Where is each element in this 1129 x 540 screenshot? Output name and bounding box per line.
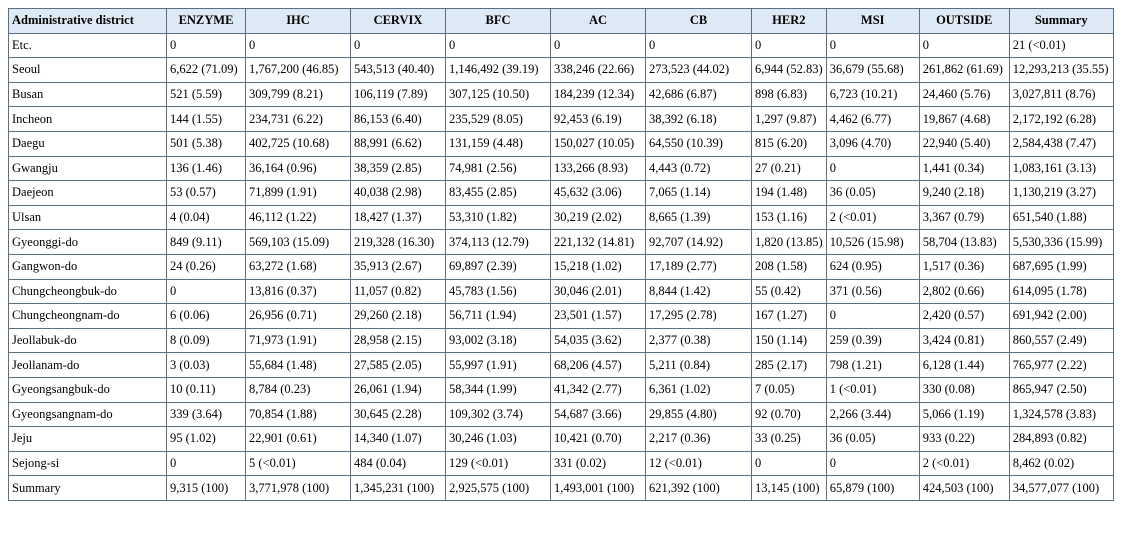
cb-cell: 8,665 (1.39): [646, 205, 752, 230]
her2-cell: 815 (6.20): [752, 131, 827, 156]
ihc-cell: 55,684 (1.48): [246, 353, 351, 378]
msi-cell: 2,266 (3.44): [826, 402, 919, 427]
ac-cell: 30,219 (2.02): [551, 205, 646, 230]
msi-cell: 36 (0.05): [826, 181, 919, 206]
cervix-cell: 219,328 (16.30): [351, 230, 446, 255]
table-row: [9, 156, 1114, 181]
district-cell: Chungcheongbuk-do: [9, 279, 167, 304]
her2-cell: 7 (0.05): [752, 377, 827, 402]
ac-cell: 30,046 (2.01): [551, 279, 646, 304]
district-cell: Jeollanam-do: [9, 353, 167, 378]
summary-cell: 765,977 (2.22): [1009, 353, 1113, 378]
table-row: [9, 205, 1114, 230]
table-row: [9, 402, 1114, 427]
header-msi: MSI: [826, 9, 919, 34]
cervix-cell: 18,427 (1.37): [351, 205, 446, 230]
bfc-cell: 131,159 (4.48): [446, 131, 551, 156]
ac-cell: 92,453 (6.19): [551, 107, 646, 132]
header-row: [9, 9, 1114, 34]
enzyme-cell: 0: [167, 33, 246, 58]
header-administrative-district: Administrative district: [9, 9, 167, 34]
ac-cell: 0: [551, 33, 646, 58]
msi-cell: 36,679 (55.68): [826, 58, 919, 83]
table-row: [9, 33, 1114, 58]
msi-cell: 2 (<0.01): [826, 205, 919, 230]
ihc-cell: 36,164 (0.96): [246, 156, 351, 181]
district-cell: Etc.: [9, 33, 167, 58]
cervix-cell: 1,345,231 (100): [351, 476, 446, 501]
enzyme-cell: 6 (0.06): [167, 304, 246, 329]
header-summary: Summary: [1009, 9, 1113, 34]
ihc-cell: 1,767,200 (46.85): [246, 58, 351, 83]
cervix-cell: 106,119 (7.89): [351, 82, 446, 107]
enzyme-cell: 3 (0.03): [167, 353, 246, 378]
enzyme-cell: 849 (9.11): [167, 230, 246, 255]
ihc-cell: 3,771,978 (100): [246, 476, 351, 501]
ihc-cell: 402,725 (10.68): [246, 131, 351, 156]
ihc-cell: 71,973 (1.91): [246, 328, 351, 353]
ihc-cell: 569,103 (15.09): [246, 230, 351, 255]
enzyme-cell: 339 (3.64): [167, 402, 246, 427]
cervix-cell: 88,991 (6.62): [351, 131, 446, 156]
ihc-cell: 70,854 (1.88): [246, 402, 351, 427]
table-row: [9, 304, 1114, 329]
enzyme-cell: 53 (0.57): [167, 181, 246, 206]
district-cell: Jeollabuk-do: [9, 328, 167, 353]
msi-cell: 6,723 (10.21): [826, 82, 919, 107]
district-cell: Ulsan: [9, 205, 167, 230]
outside-cell: 3,424 (0.81): [919, 328, 1009, 353]
summary-cell: 5,530,336 (15.99): [1009, 230, 1113, 255]
summary-cell: 865,947 (2.50): [1009, 377, 1113, 402]
district-cell: Seoul: [9, 58, 167, 83]
msi-cell: 0: [826, 156, 919, 181]
cervix-cell: 40,038 (2.98): [351, 181, 446, 206]
table-row: [9, 451, 1114, 476]
ihc-cell: 234,731 (6.22): [246, 107, 351, 132]
msi-cell: 36 (0.05): [826, 427, 919, 452]
ihc-cell: 8,784 (0.23): [246, 377, 351, 402]
outside-cell: 58,704 (13.83): [919, 230, 1009, 255]
her2-cell: 285 (2.17): [752, 353, 827, 378]
ac-cell: 15,218 (1.02): [551, 254, 646, 279]
bfc-cell: 129 (<0.01): [446, 451, 551, 476]
her2-cell: 33 (0.25): [752, 427, 827, 452]
bfc-cell: 2,925,575 (100): [446, 476, 551, 501]
table-row: [9, 181, 1114, 206]
header-ihc: IHC: [246, 9, 351, 34]
table-row: [9, 427, 1114, 452]
bfc-cell: 307,125 (10.50): [446, 82, 551, 107]
outside-cell: 933 (0.22): [919, 427, 1009, 452]
ihc-cell: 0: [246, 33, 351, 58]
bfc-cell: 53,310 (1.82): [446, 205, 551, 230]
her2-cell: 1,297 (9.87): [752, 107, 827, 132]
header-cervix: CERVIX: [351, 9, 446, 34]
table-row: [9, 377, 1114, 402]
ac-cell: 1,493,001 (100): [551, 476, 646, 501]
cervix-cell: 11,057 (0.82): [351, 279, 446, 304]
her2-cell: 13,145 (100): [752, 476, 827, 501]
ac-cell: 41,342 (2.77): [551, 377, 646, 402]
table-body: [9, 33, 1114, 500]
msi-cell: 798 (1.21): [826, 353, 919, 378]
outside-cell: 1,517 (0.36): [919, 254, 1009, 279]
bfc-cell: 74,981 (2.56): [446, 156, 551, 181]
cervix-cell: 26,061 (1.94): [351, 377, 446, 402]
district-cell: Incheon: [9, 107, 167, 132]
summary-cell: 2,172,192 (6.28): [1009, 107, 1113, 132]
her2-cell: 208 (1.58): [752, 254, 827, 279]
summary-cell: 651,540 (1.88): [1009, 205, 1113, 230]
ac-cell: 10,421 (0.70): [551, 427, 646, 452]
summary-cell: 12,293,213 (35.55): [1009, 58, 1113, 83]
district-cell: Gangwon-do: [9, 254, 167, 279]
ac-cell: 184,239 (12.34): [551, 82, 646, 107]
cb-cell: 4,443 (0.72): [646, 156, 752, 181]
cervix-cell: 35,913 (2.67): [351, 254, 446, 279]
outside-cell: 261,862 (61.69): [919, 58, 1009, 83]
bfc-cell: 30,246 (1.03): [446, 427, 551, 452]
summary-cell: 34,577,077 (100): [1009, 476, 1113, 501]
msi-cell: 65,879 (100): [826, 476, 919, 501]
district-data-table: [8, 8, 1114, 501]
header-bfc: BFC: [446, 9, 551, 34]
outside-cell: 6,128 (1.44): [919, 353, 1009, 378]
district-cell: Summary: [9, 476, 167, 501]
outside-cell: 424,503 (100): [919, 476, 1009, 501]
ac-cell: 54,687 (3.66): [551, 402, 646, 427]
ihc-cell: 26,956 (0.71): [246, 304, 351, 329]
enzyme-cell: 144 (1.55): [167, 107, 246, 132]
cervix-cell: 484 (0.04): [351, 451, 446, 476]
ac-cell: 331 (0.02): [551, 451, 646, 476]
msi-cell: 3,096 (4.70): [826, 131, 919, 156]
bfc-cell: 55,997 (1.91): [446, 353, 551, 378]
table-row: [9, 131, 1114, 156]
enzyme-cell: 4 (0.04): [167, 205, 246, 230]
cb-cell: 29,855 (4.80): [646, 402, 752, 427]
outside-cell: 330 (0.08): [919, 377, 1009, 402]
cb-cell: 6,361 (1.02): [646, 377, 752, 402]
table-row: [9, 476, 1114, 501]
outside-cell: 2 (<0.01): [919, 451, 1009, 476]
enzyme-cell: 8 (0.09): [167, 328, 246, 353]
enzyme-cell: 501 (5.38): [167, 131, 246, 156]
outside-cell: 0: [919, 33, 1009, 58]
enzyme-cell: 10 (0.11): [167, 377, 246, 402]
outside-cell: 2,420 (0.57): [919, 304, 1009, 329]
enzyme-cell: 95 (1.02): [167, 427, 246, 452]
ihc-cell: 46,112 (1.22): [246, 205, 351, 230]
bfc-cell: 45,783 (1.56): [446, 279, 551, 304]
her2-cell: 0: [752, 33, 827, 58]
msi-cell: 1 (<0.01): [826, 377, 919, 402]
table-row: [9, 254, 1114, 279]
her2-cell: 898 (6.83): [752, 82, 827, 107]
enzyme-cell: 0: [167, 451, 246, 476]
cb-cell: 0: [646, 33, 752, 58]
cervix-cell: 28,958 (2.15): [351, 328, 446, 353]
outside-cell: 22,940 (5.40): [919, 131, 1009, 156]
outside-cell: 5,066 (1.19): [919, 402, 1009, 427]
bfc-cell: 0: [446, 33, 551, 58]
cervix-cell: 86,153 (6.40): [351, 107, 446, 132]
her2-cell: 1,820 (13.85): [752, 230, 827, 255]
outside-cell: 1,441 (0.34): [919, 156, 1009, 181]
cb-cell: 8,844 (1.42): [646, 279, 752, 304]
outside-cell: 9,240 (2.18): [919, 181, 1009, 206]
her2-cell: 55 (0.42): [752, 279, 827, 304]
header-her2: HER2: [752, 9, 827, 34]
table-row: [9, 107, 1114, 132]
summary-cell: 1,324,578 (3.83): [1009, 402, 1113, 427]
enzyme-cell: 24 (0.26): [167, 254, 246, 279]
her2-cell: 6,944 (52.83): [752, 58, 827, 83]
her2-cell: 27 (0.21): [752, 156, 827, 181]
bfc-cell: 93,002 (3.18): [446, 328, 551, 353]
district-cell: Sejong-si: [9, 451, 167, 476]
cervix-cell: 0: [351, 33, 446, 58]
bfc-cell: 1,146,492 (39.19): [446, 58, 551, 83]
summary-cell: 687,695 (1.99): [1009, 254, 1113, 279]
enzyme-cell: 521 (5.59): [167, 82, 246, 107]
table-container: [8, 8, 1114, 501]
msi-cell: 10,526 (15.98): [826, 230, 919, 255]
header-cb: CB: [646, 9, 752, 34]
ihc-cell: 309,799 (8.21): [246, 82, 351, 107]
enzyme-cell: 0: [167, 279, 246, 304]
cb-cell: 17,189 (2.77): [646, 254, 752, 279]
cb-cell: 2,217 (0.36): [646, 427, 752, 452]
table-row: [9, 230, 1114, 255]
ihc-cell: 5 (<0.01): [246, 451, 351, 476]
bfc-cell: 83,455 (2.85): [446, 181, 551, 206]
msi-cell: 0: [826, 451, 919, 476]
summary-cell: 21 (<0.01): [1009, 33, 1113, 58]
summary-cell: 3,027,811 (8.76): [1009, 82, 1113, 107]
district-cell: Gyeonggi-do: [9, 230, 167, 255]
cb-cell: 2,377 (0.38): [646, 328, 752, 353]
bfc-cell: 69,897 (2.39): [446, 254, 551, 279]
ac-cell: 45,632 (3.06): [551, 181, 646, 206]
district-cell: Daejeon: [9, 181, 167, 206]
header-enzyme: ENZYME: [167, 9, 246, 34]
cervix-cell: 29,260 (2.18): [351, 304, 446, 329]
district-cell: Chungcheongnam-do: [9, 304, 167, 329]
msi-cell: 624 (0.95): [826, 254, 919, 279]
table-row: [9, 58, 1114, 83]
cb-cell: 5,211 (0.84): [646, 353, 752, 378]
summary-cell: 1,083,161 (3.13): [1009, 156, 1113, 181]
header-ac: AC: [551, 9, 646, 34]
district-cell: Gyeongsangbuk-do: [9, 377, 167, 402]
msi-cell: 0: [826, 304, 919, 329]
table-row: [9, 328, 1114, 353]
header-outside: OUTSIDE: [919, 9, 1009, 34]
cb-cell: 92,707 (14.92): [646, 230, 752, 255]
bfc-cell: 56,711 (1.94): [446, 304, 551, 329]
ihc-cell: 63,272 (1.68): [246, 254, 351, 279]
ac-cell: 133,266 (8.93): [551, 156, 646, 181]
cb-cell: 621,392 (100): [646, 476, 752, 501]
summary-cell: 2,584,438 (7.47): [1009, 131, 1113, 156]
ihc-cell: 22,901 (0.61): [246, 427, 351, 452]
summary-cell: 8,462 (0.02): [1009, 451, 1113, 476]
summary-cell: 284,893 (0.82): [1009, 427, 1113, 452]
bfc-cell: 58,344 (1.99): [446, 377, 551, 402]
her2-cell: 167 (1.27): [752, 304, 827, 329]
bfc-cell: 235,529 (8.05): [446, 107, 551, 132]
ihc-cell: 13,816 (0.37): [246, 279, 351, 304]
cb-cell: 12 (<0.01): [646, 451, 752, 476]
msi-cell: 4,462 (6.77): [826, 107, 919, 132]
summary-cell: 691,942 (2.00): [1009, 304, 1113, 329]
bfc-cell: 374,113 (12.79): [446, 230, 551, 255]
cb-cell: 17,295 (2.78): [646, 304, 752, 329]
cervix-cell: 14,340 (1.07): [351, 427, 446, 452]
ac-cell: 23,501 (1.57): [551, 304, 646, 329]
table-row: [9, 82, 1114, 107]
outside-cell: 2,802 (0.66): [919, 279, 1009, 304]
table-row: [9, 279, 1114, 304]
her2-cell: 153 (1.16): [752, 205, 827, 230]
summary-cell: 860,557 (2.49): [1009, 328, 1113, 353]
cervix-cell: 27,585 (2.05): [351, 353, 446, 378]
cb-cell: 42,686 (6.87): [646, 82, 752, 107]
msi-cell: 0: [826, 33, 919, 58]
summary-cell: 614,095 (1.78): [1009, 279, 1113, 304]
outside-cell: 19,867 (4.68): [919, 107, 1009, 132]
outside-cell: 24,460 (5.76): [919, 82, 1009, 107]
enzyme-cell: 6,622 (71.09): [167, 58, 246, 83]
ac-cell: 338,246 (22.66): [551, 58, 646, 83]
enzyme-cell: 136 (1.46): [167, 156, 246, 181]
cb-cell: 38,392 (6.18): [646, 107, 752, 132]
district-cell: Gwangju: [9, 156, 167, 181]
cb-cell: 64,550 (10.39): [646, 131, 752, 156]
bfc-cell: 109,302 (3.74): [446, 402, 551, 427]
ac-cell: 221,132 (14.81): [551, 230, 646, 255]
cervix-cell: 38,359 (2.85): [351, 156, 446, 181]
enzyme-cell: 9,315 (100): [167, 476, 246, 501]
ac-cell: 150,027 (10.05): [551, 131, 646, 156]
her2-cell: 150 (1.14): [752, 328, 827, 353]
outside-cell: 3,367 (0.79): [919, 205, 1009, 230]
msi-cell: 371 (0.56): [826, 279, 919, 304]
ac-cell: 54,035 (3.62): [551, 328, 646, 353]
ihc-cell: 71,899 (1.91): [246, 181, 351, 206]
her2-cell: 194 (1.48): [752, 181, 827, 206]
msi-cell: 259 (0.39): [826, 328, 919, 353]
cb-cell: 7,065 (1.14): [646, 181, 752, 206]
her2-cell: 92 (0.70): [752, 402, 827, 427]
district-cell: Busan: [9, 82, 167, 107]
ac-cell: 68,206 (4.57): [551, 353, 646, 378]
cervix-cell: 30,645 (2.28): [351, 402, 446, 427]
cervix-cell: 543,513 (40.40): [351, 58, 446, 83]
district-cell: Daegu: [9, 131, 167, 156]
district-cell: Gyeongsangnam-do: [9, 402, 167, 427]
her2-cell: 0: [752, 451, 827, 476]
summary-cell: 1,130,219 (3.27): [1009, 181, 1113, 206]
cb-cell: 273,523 (44.02): [646, 58, 752, 83]
district-cell: Jeju: [9, 427, 167, 452]
table-row: [9, 353, 1114, 378]
